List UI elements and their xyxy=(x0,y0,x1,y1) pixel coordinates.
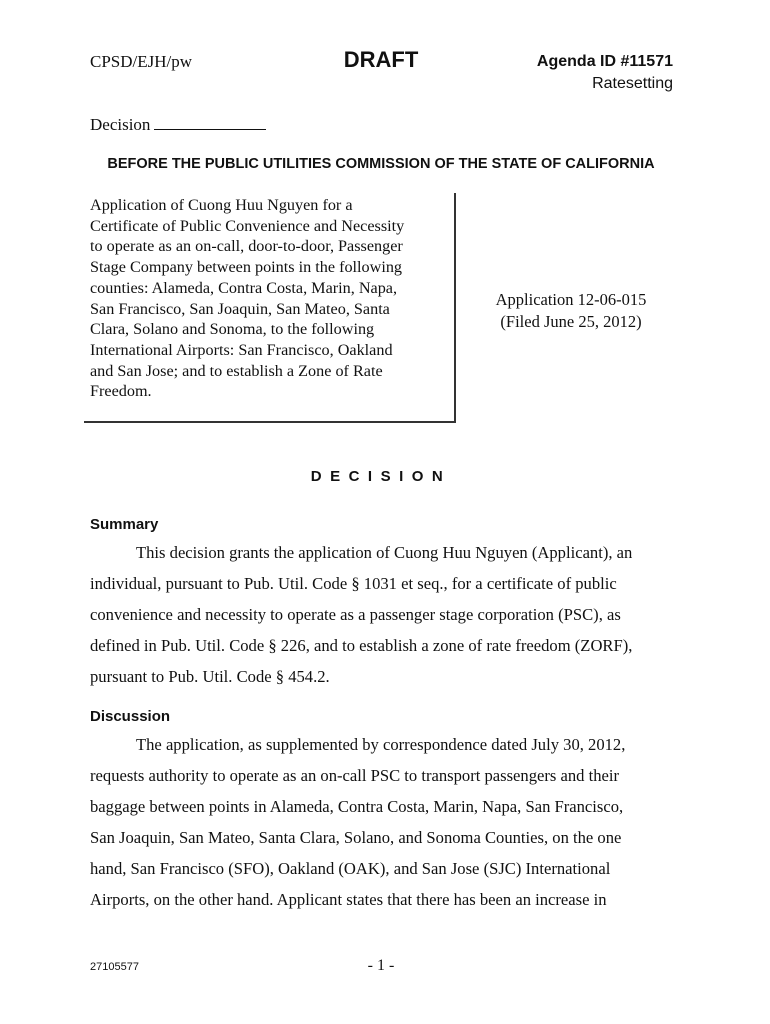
footer-document-number: 27105577 xyxy=(90,961,139,973)
discussion-paragraph xyxy=(90,729,672,916)
paragraph-line: requests authority to operate as an on-call PSC to transport passengers and their xyxy=(90,766,620,786)
commission-heading: BEFORE THE PUBLIC UTILITIES COMMISSION OF THE STATE OF CALIFORNIA xyxy=(107,156,655,172)
agenda-id: Agenda ID #11571 xyxy=(536,53,673,70)
discussion-heading: Discussion xyxy=(90,708,171,725)
document-title: DECISION xyxy=(310,468,452,485)
proceeding-type: Ratesetting xyxy=(592,75,673,92)
decision-label: Decision xyxy=(90,115,151,134)
paragraph-line: baggage between points in Alameda, Contra Costa, Marin, Napa, San Francisco, xyxy=(90,797,624,817)
caption-line: counties: Alameda, Contra Costa, Marin, Napa, xyxy=(90,278,398,297)
decision-number-line xyxy=(90,115,266,135)
caption-line: Stage Company between points in the following xyxy=(90,258,403,277)
paragraph-line: defined in Pub. Util. Code § 226, and to establish a zone of rate freedom (ZORF), xyxy=(90,636,633,656)
caption-line: Application of Cuong Huu Nguyen for a xyxy=(90,196,353,214)
paragraph-line: pursuant to Pub. Util. Code § 454.2. xyxy=(90,667,330,687)
summary-paragraph xyxy=(90,537,672,692)
case-caption-text xyxy=(90,195,450,402)
paragraph-line: convenience and necessity to operate as a passenger stage corporation (PSC), as xyxy=(90,605,621,625)
caption-line: Clara, Solano and Sonoma, to the following xyxy=(90,320,375,339)
decision-number-blank xyxy=(154,115,266,130)
header-file-code: CPSD/EJH/pw xyxy=(90,52,193,71)
draft-label: DRAFT xyxy=(343,47,419,72)
caption-line: to operate as an on-call, door-to-door, Passenger xyxy=(90,237,403,256)
application-number: Application 12-06-015 xyxy=(495,290,647,309)
caption-line: Freedom. xyxy=(90,382,152,401)
summary-heading: Summary xyxy=(90,516,159,533)
page-number: - 1 - xyxy=(367,957,395,974)
caption-line: International Airports: San Francisco, Oakland xyxy=(90,340,393,359)
paragraph-line: Airports, on the other hand. Applicant states that there has been an increase in xyxy=(90,890,607,910)
paragraph-line: This decision grants the application of Cuong Huu Nguyen (Applicant), an xyxy=(136,543,633,562)
case-caption-box xyxy=(84,193,456,423)
filed-date: (Filed June 25, 2012) xyxy=(500,312,642,331)
application-number-block xyxy=(470,289,672,333)
caption-line: and San Jose; and to establish a Zone of Rate xyxy=(90,361,383,380)
paragraph-line: The application, as supplemented by correspondence dated July 30, 2012, xyxy=(136,735,626,754)
paragraph-line: San Joaquin, San Mateo, Santa Clara, Solano, and Sonoma Counties, on the one xyxy=(90,828,622,848)
paragraph-line: hand, San Francisco (SFO), Oakland (OAK), and San Jose (SJC) International xyxy=(90,859,611,879)
caption-line: Certificate of Public Convenience and Necessity xyxy=(90,216,405,235)
caption-line: San Francisco, San Joaquin, San Mateo, Santa xyxy=(90,299,390,318)
paragraph-line: individual, pursuant to Pub. Util. Code § 1031 et seq., for a certificate of public xyxy=(90,574,617,594)
